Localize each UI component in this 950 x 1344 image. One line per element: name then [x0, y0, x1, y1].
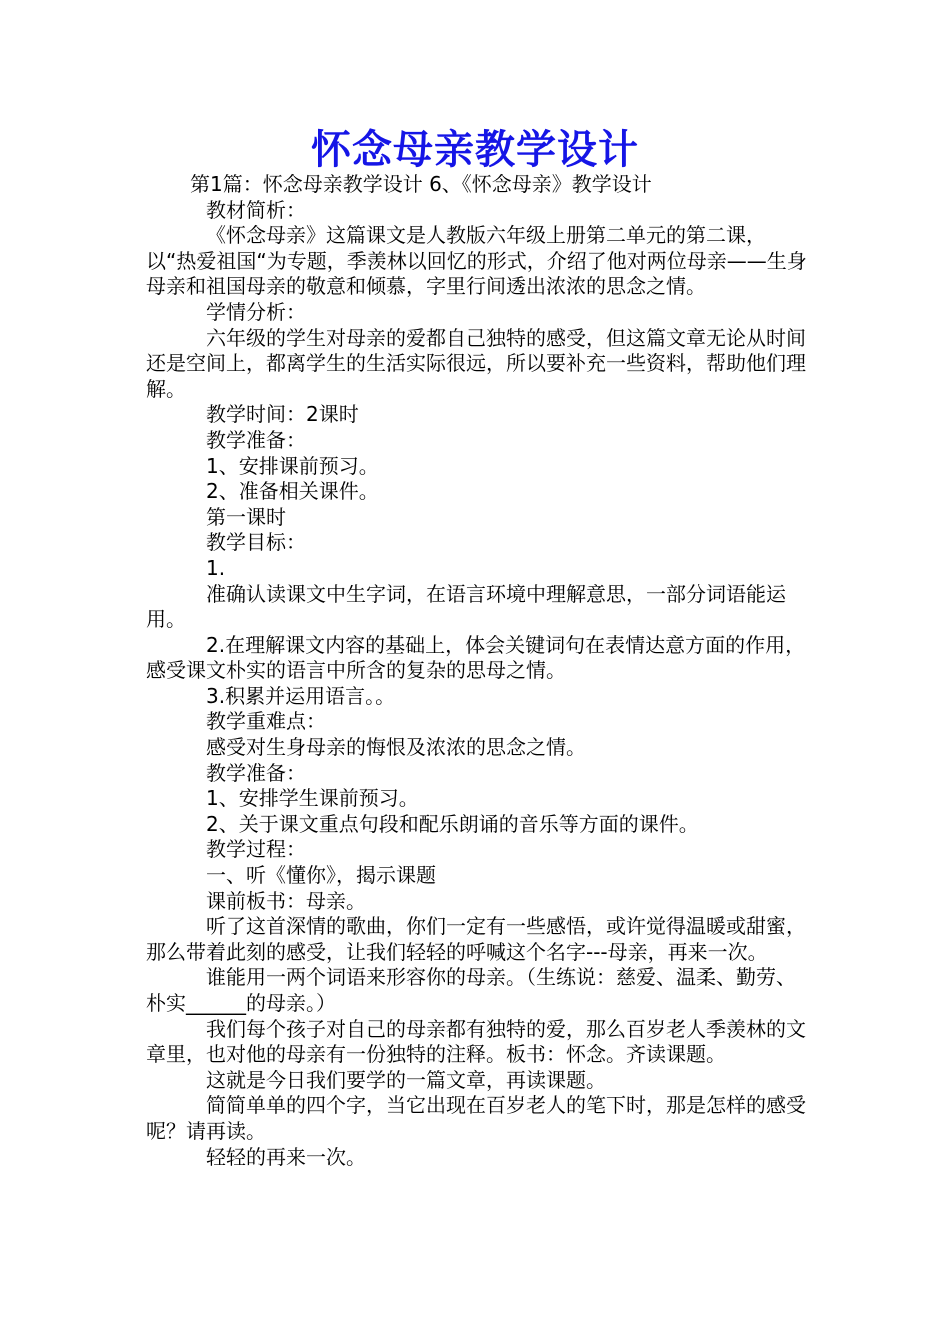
paragraph: 教学时间：2课时 [206, 402, 359, 427]
paragraph: 3.积累并运用语言。。 [206, 683, 396, 708]
document-body [146, 172, 810, 1170]
paragraph: 教学目标： [206, 530, 306, 555]
paragraph: 2、准备相关课件。 [206, 479, 379, 504]
paragraph: 听了这首深情的歌曲，你们一定有一些感悟，或许觉得温暖或甜蜜，那么带着此刻的感受，让我们轻轻的呼喊这个名字---母亲，再来一次。 [146, 914, 806, 964]
paragraph: 教学准备： [206, 760, 306, 785]
paragraph: 教学过程： [206, 837, 306, 862]
paragraph-source-heading: 第1篇：怀念母亲教学设计 6、《怀念母亲》教学设计 [190, 172, 652, 196]
paragraph: 2.在理解课文内容的基础上，体会关键词句在表情达意方面的作用，感受课文朴实的语言中所含的复杂的思母之情。 [146, 632, 806, 683]
paragraph: 学情分析： [206, 299, 306, 324]
paragraph: 教材简析： [206, 197, 306, 222]
paragraph: 这就是今日我们要学的一篇文章，再读课题。 [206, 1067, 606, 1092]
paragraph: 第一课时 [206, 504, 286, 529]
paragraph: 1、安排课前预习。 [206, 453, 379, 478]
paragraph: 课前板书：母亲。 [206, 888, 366, 913]
paragraph: 《怀念母亲》这篇课文是人教版六年级上册第二单元的第二课，以“热爱祖国“为专题，季羡林以回忆的形式，介绍了他对两位母亲——生身母亲和祖国母亲的敬意和倾慕，字里行间透出浓浓的思念之情。 [146, 223, 807, 299]
paragraph: 教学重难点： [206, 709, 326, 734]
paragraph: 1、安排学生课前预习。 [206, 786, 419, 811]
paragraph: 六年级的学生对母亲的爱都自己独特的感受，但这篇文章无论从时间还是空间上，都离学生的生活实际很远，所以要补充一些资料，帮助他们理解。 [146, 325, 806, 401]
paragraph: 轻轻的再来一次。 [206, 1144, 366, 1169]
paragraph: 2、关于课文重点句段和配乐朗诵的音乐等方面的课件。 [206, 811, 699, 836]
paragraph: 简简单单的四个字，当它出现在百岁老人的笔下时，那是怎样的感受呢？请再读。 [146, 1093, 806, 1143]
paragraph: 我们每个孩子对自己的母亲都有独特的爱，那么百岁老人季羡林的文章里，也对他的母亲有一份独特的注释。板书：怀念。齐读课题。 [146, 1016, 806, 1067]
document-title: 怀念母亲教学设计 [311, 126, 639, 173]
paragraph: 一、听《懂你》，揭示课题 [206, 863, 436, 888]
paragraph: 感受对生身母亲的悔恨及浓浓的思念之情。 [206, 735, 586, 760]
paragraph: 教学准备： [206, 427, 306, 452]
paragraph: 1. [206, 555, 226, 580]
paragraph: 谁能用一两个词语来形容你的母亲。（生练说：慈爱、温柔、勤劳、朴实______的母亲。） [146, 965, 796, 1015]
paragraph: 准确认读课文中生字词，在语言环境中理解意思，一部分词语能运用。 [146, 581, 786, 632]
